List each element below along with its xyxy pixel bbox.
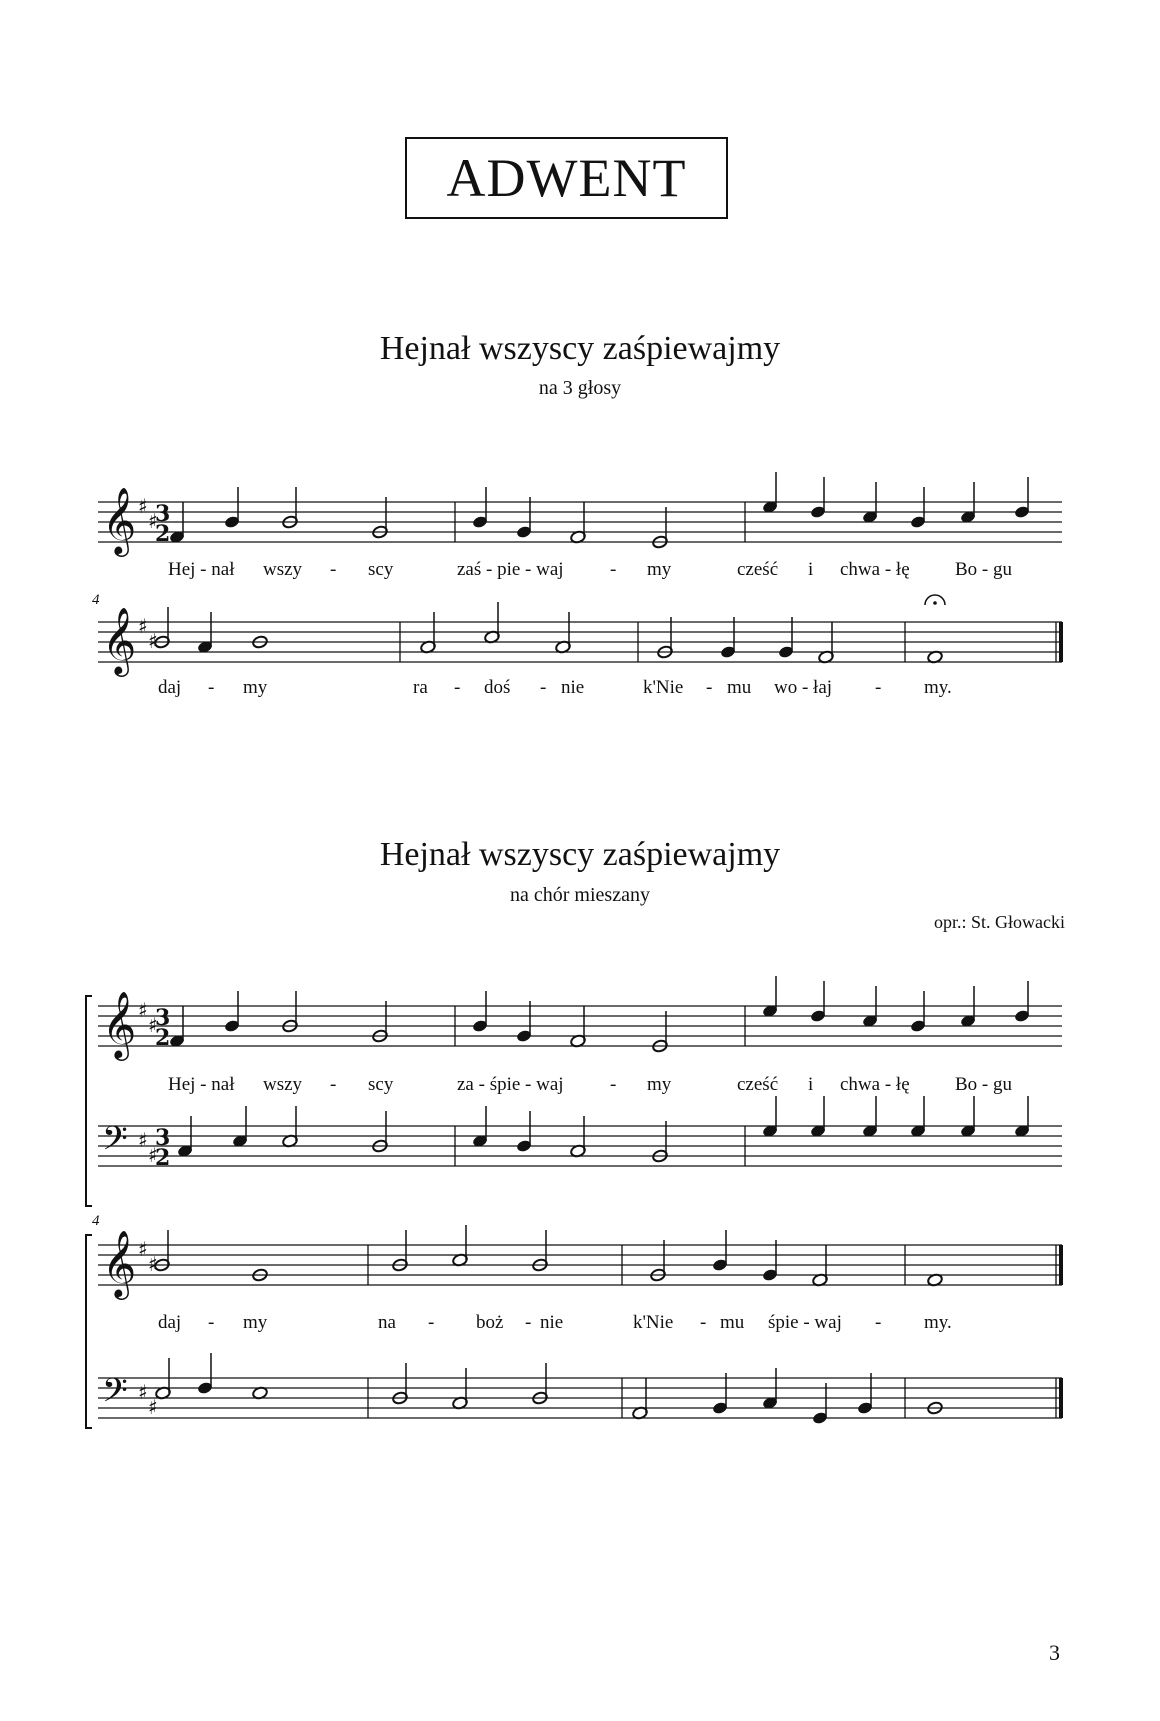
measure-number: 4 <box>92 1213 100 1229</box>
lyric: - <box>540 677 547 698</box>
lyric: - <box>706 677 713 698</box>
lyric: wszy <box>263 1074 303 1095</box>
lyric: doś <box>484 677 511 698</box>
song-2-title: Hejnał wszyscy zaśpiewajmy <box>379 836 781 873</box>
lyric: Bo - gu <box>955 1074 1012 1095</box>
lyric: my. <box>924 1312 952 1333</box>
sharp-sign: ♯ <box>148 1143 158 1167</box>
lyric: nie <box>561 677 585 698</box>
lyric: daj <box>158 677 182 698</box>
lyric: my <box>243 1312 268 1333</box>
lyric: my <box>243 677 268 698</box>
lyric: - <box>610 1074 617 1095</box>
sharp-sign: ♯ <box>138 1128 148 1152</box>
sharp-sign: ♯ <box>148 1395 158 1419</box>
treble-clef: 𝄞 <box>102 990 137 1058</box>
lyric: - <box>875 677 882 698</box>
sharp-sign: ♯ <box>138 1237 148 1261</box>
song-1-subtitle: na 3 głosy <box>538 377 622 399</box>
lyric: za - śpie - waj <box>457 1074 564 1095</box>
measure-number: 4 <box>92 592 100 608</box>
lyric: - <box>208 677 215 698</box>
sharp-sign: ♯ <box>148 1252 158 1276</box>
time-signature-bottom: 2 <box>155 521 171 547</box>
sharp-sign: ♯ <box>148 509 158 533</box>
lyric: Bo - gu <box>955 559 1012 580</box>
time-signature-bottom: 2 <box>155 1145 171 1171</box>
lyric: wo - łaj <box>774 677 833 698</box>
sharp-sign: ♯ <box>138 1380 148 1404</box>
lyric: ra <box>413 677 428 698</box>
final-barline <box>1059 1378 1063 1418</box>
time-signature-top: 3 <box>155 501 171 527</box>
lyric: śpie - waj <box>768 1312 842 1333</box>
lyric: scy <box>368 559 394 580</box>
lyric: - <box>330 559 337 580</box>
page-number: 3 <box>1049 1640 1060 1665</box>
arranger-credit: opr.: St. Głowacki <box>934 912 1065 932</box>
lyric: - <box>454 677 461 698</box>
system-bracket <box>86 996 92 1206</box>
lyric: i <box>808 1074 814 1095</box>
time-signature-top: 3 <box>155 1005 171 1031</box>
time-signature-top: 3 <box>155 1125 171 1151</box>
treble-clef: 𝄞 <box>102 1229 137 1297</box>
sharp-sign: ♯ <box>148 1013 158 1037</box>
sharp-sign: ♯ <box>138 614 148 638</box>
lyric: na <box>378 1312 396 1333</box>
bass-clef: 𝄢 <box>102 1372 128 1418</box>
song-1-lyrics-line-1 <box>168 559 1013 580</box>
system-bracket <box>86 1235 92 1428</box>
lyric: - <box>610 559 617 580</box>
lyric: daj <box>158 1312 182 1333</box>
lyric: - <box>700 1312 707 1333</box>
lyric: mu <box>720 1312 745 1333</box>
lyric: scy <box>368 1074 394 1095</box>
lyric: Hej - nał <box>168 559 235 580</box>
lyric: - <box>875 1312 882 1333</box>
fermata-dot <box>933 601 937 605</box>
lyric: boż <box>476 1312 504 1333</box>
lyric: my. <box>924 677 952 698</box>
lyric: - <box>428 1312 435 1333</box>
song-2-lyrics-line-2 <box>158 1312 952 1333</box>
lyric: - <box>330 1074 337 1095</box>
lyric: mu <box>727 677 752 698</box>
sharp-sign: ♯ <box>148 629 158 653</box>
lyric: k'Nie <box>643 677 684 698</box>
lyric: my <box>647 559 672 580</box>
treble-clef: 𝄞 <box>102 486 137 554</box>
lyric: my <box>647 1074 672 1095</box>
final-barline <box>1059 1245 1063 1285</box>
lyric: - <box>525 1312 532 1333</box>
lyric: - <box>208 1312 215 1333</box>
lyric: cześć <box>737 1074 779 1095</box>
treble-clef: 𝄞 <box>102 606 137 674</box>
sharp-sign: ♯ <box>138 494 148 518</box>
section-title: ADWENT <box>405 137 728 219</box>
sharp-sign: ♯ <box>138 998 148 1022</box>
song-1-title: Hejnał wszyscy zaśpiewajmy <box>379 330 781 367</box>
lyric: i <box>808 559 814 580</box>
final-barline <box>1059 622 1063 662</box>
bass-clef: 𝄢 <box>102 1120 128 1166</box>
lyric: chwa - łę <box>840 1074 910 1095</box>
song-2-lyrics-line-1 <box>168 1074 1013 1095</box>
time-signature-bottom: 2 <box>155 1025 171 1051</box>
song-1-lyrics-line-2 <box>158 677 952 698</box>
lyric: chwa - łę <box>840 559 910 580</box>
lyric: nie <box>540 1312 564 1333</box>
lyric: k'Nie <box>633 1312 674 1333</box>
lyric: zaś - pie - waj <box>457 559 564 580</box>
song-2-subtitle: na chór mieszany <box>510 884 650 906</box>
lyric: Hej - nał <box>168 1074 235 1095</box>
lyric: wszy <box>263 559 303 580</box>
lyric: cześć <box>737 559 779 580</box>
